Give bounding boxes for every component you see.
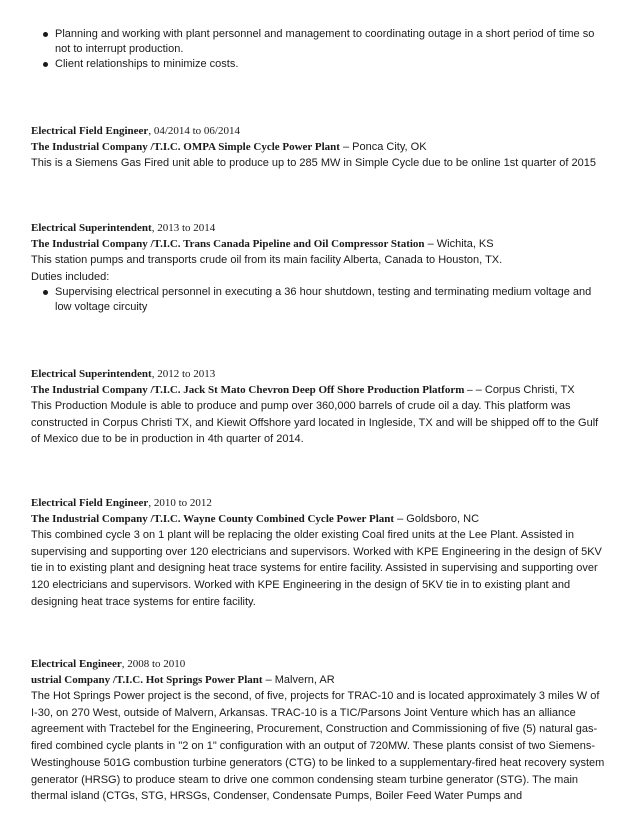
job-location: – Malvern, AR <box>262 673 335 686</box>
job-heading <box>31 657 609 673</box>
job-description: This is a Siemens Gas Fired unit able to produce up to 285 MW in Simple Cycle due to be online 1st quarter of 2015 <box>31 157 596 169</box>
job-description: This Production Module is able to produce and pump over 360,000 barrels of crude oil a day. This platform was constructed in Corpus Christi TX, and Kiewit Offshore yard located in Ingleside, TX and will be shipped off to the Gulf of Mexico due to be in production in 4th quarter of 2014. <box>31 400 599 446</box>
company-name: The Industrial Company /T.I.C. Jack St Mato Chevron Deep Off Shore Production Platform – <box>31 383 473 396</box>
job-location: – Wichita, KS <box>424 237 494 250</box>
duties-label: Duties included: <box>31 270 110 283</box>
job-dates: , 2012 to 2013 <box>151 368 216 380</box>
job-employer <box>31 512 609 528</box>
job-location: – Goldsboro, NC <box>394 512 480 525</box>
job-title: Electrical Field Engineer <box>31 497 149 509</box>
company-name: ustrial Company /T.I.C. Hot Springs Power Plant <box>31 673 263 686</box>
job-title: Electrical Superintendent <box>31 222 152 234</box>
job-entry <box>31 221 609 315</box>
company-name: The Industrial Company /T.I.C. Wayne County Combined Cycle Power Plant <box>31 512 395 525</box>
job-entry <box>31 657 609 805</box>
job-entry <box>31 124 609 172</box>
job-dates: , 2013 to 2014 <box>151 222 216 234</box>
list-item: Supervising electrical personnel in executing a 36 hour shutdown, testing and terminating medium voltage and low voltage circuity <box>38 285 610 315</box>
job-title: Electrical Superintendent <box>31 368 152 380</box>
job-employer <box>31 673 609 689</box>
list-item: Planning and working with plant personnel and management to coordinating outage in a short period of time so not to interrupt production. <box>38 27 610 57</box>
job-dates: , 04/2014 to 06/2014 <box>148 125 240 137</box>
job-employer <box>31 140 609 156</box>
job-description: This station pumps and transports crude oil from its main facility Alberta, Canada to Houston, TX. <box>31 254 503 266</box>
list-item: Client relationships to minimize costs. <box>38 57 610 72</box>
job-title: Electrical Field Engineer <box>31 125 149 137</box>
job-entry <box>31 367 609 448</box>
job-description: This combined cycle 3 on 1 plant will be replacing the older existing Coal fired units at the Lee Plant. Assisted in supervising and supporting over 120 electricians and supervisors. Worked with KPE Engineering in the design of 5KV tie in to existing plant and designing heat trace systems for entire facility. Assisted in supervising and supporting over 120 electricians and supervisors. Worked with KPE Engineering in the design of 5KV tie in to existing plant and designing heat trace systems for entire facility. <box>31 529 602 608</box>
job-heading <box>31 367 609 383</box>
job-location: – Ponca City, OK <box>339 140 427 153</box>
top-bullet-list <box>38 27 610 72</box>
job-location: – Corpus Christi, TX <box>472 383 575 396</box>
company-name: The Industrial Company /T.I.C. Trans Canada Pipeline and Oil Compressor Station <box>31 237 425 250</box>
job-heading <box>31 221 609 237</box>
job-title: Electrical Engineer <box>31 658 122 670</box>
job-dates: , 2008 to 2010 <box>121 658 186 670</box>
duties-list <box>38 285 610 315</box>
job-employer <box>31 383 609 399</box>
job-employer <box>31 237 609 253</box>
job-entry <box>31 496 609 611</box>
company-name: The Industrial Company /T.I.C. OMPA Simple Cycle Power Plant <box>31 140 340 153</box>
job-description: The Hot Springs Power project is the second, of five, projects for TRAC-10 and is located approximately 3 miles W of I-30, on 270 West, outside of Malvern, Arkansas. TRAC-10 is a TIC/Parsons Joint Venture which has an alliance agreement with Tractebel for the Engineering, Procurement, Construction and Commissioning of five (5) natural gas-fired combined cycle plants in "2 on 1" configuration with an output of 720MW. These plants consist of two Siemens-Westinghouse 501G combustion turbine generators (CTG) to be linked to a supplementary-fired heat recovery system generator (HRSG) to produce steam to drive one common condensing steam turbine generator (STG). The main thermal island (CTGs, STG, HRSGs, Condenser, Condensate Pumps, Boiler Feed Water Pumps and <box>31 690 605 803</box>
job-heading <box>31 124 609 140</box>
job-heading <box>31 496 609 512</box>
job-dates: , 2010 to 2012 <box>148 497 212 509</box>
